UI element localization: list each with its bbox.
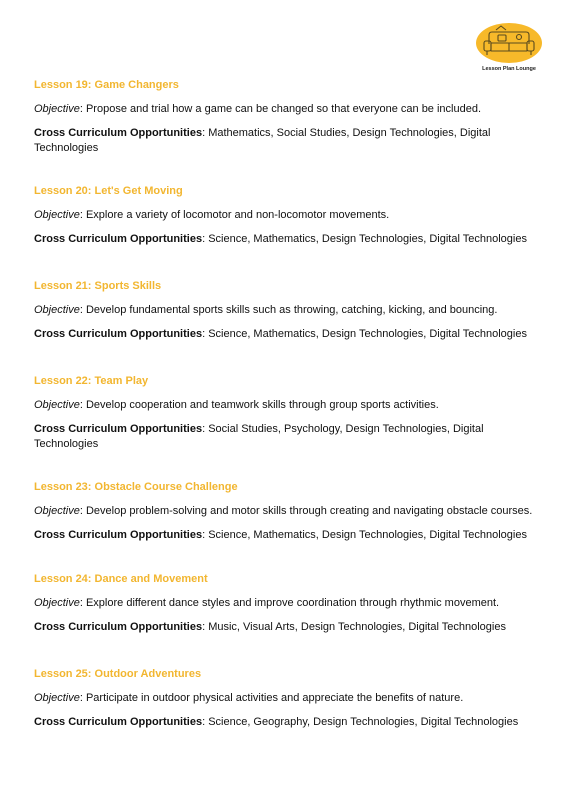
lesson-title: Lesson 21: Sports Skills (34, 280, 162, 292)
objective-label: Objective (34, 399, 80, 411)
cross-curriculum-text: : Science, Mathematics, Design Technologies, Digital Technologies (202, 328, 527, 340)
cross-curriculum-label: Cross Curriculum Opportunities (34, 423, 203, 435)
lesson-objective (34, 504, 544, 519)
lesson-title: Lesson 20: Let's Get Moving (34, 185, 183, 197)
cross-curriculum-text: : Social Studies, Psychology, Design Technologies, Digital Technologies (34, 423, 484, 450)
objective-text: : Explore a variety of locomotor and non-locomotor movements. (79, 209, 390, 221)
lesson-title: Lesson 24: Dance and Movement (34, 573, 208, 585)
lesson-title: Lesson 25: Outdoor Adventures (34, 668, 202, 680)
objective-label: Objective (34, 209, 80, 221)
objective-label: Objective (34, 505, 80, 517)
objective-label: Objective (34, 597, 80, 609)
lesson-objective (34, 596, 544, 611)
lesson-22 (34, 374, 544, 452)
logo-text: Lesson Plan Lounge (482, 66, 536, 72)
lesson-cross-curriculum (34, 620, 544, 635)
cross-curriculum-label: Cross Curriculum Opportunities (34, 127, 203, 139)
lesson-cross-curriculum (34, 528, 544, 543)
cross-curriculum-text: : Music, Visual Arts, Design Technologies, Digital Technologies (202, 621, 506, 633)
cross-curriculum-label: Cross Curriculum Opportunities (34, 716, 203, 728)
objective-text: : Propose and trial how a game can be changed so that everyone can be included. (79, 103, 482, 115)
cross-curriculum-label: Cross Curriculum Opportunities (34, 328, 203, 340)
objective-label: Objective (34, 692, 80, 704)
lesson-24 (34, 572, 544, 635)
lesson-21 (34, 279, 544, 342)
cross-curriculum-label: Cross Curriculum Opportunities (34, 233, 203, 245)
cross-curriculum-text: : Science, Mathematics, Design Technologies, Digital Technologies (202, 529, 527, 541)
cross-curriculum-label: Cross Curriculum Opportunities (34, 621, 203, 633)
lesson-objective (34, 208, 544, 223)
objective-label: Objective (34, 304, 80, 316)
objective-label: Objective (34, 103, 80, 115)
lesson-23 (34, 480, 544, 543)
lesson-cross-curriculum (34, 232, 544, 247)
lesson-cross-curriculum (34, 327, 544, 342)
lesson-objective (34, 398, 544, 413)
sofa-icon (475, 22, 543, 66)
lesson-19 (34, 78, 544, 156)
brand-logo (475, 22, 543, 74)
cross-curriculum-text: : Science, Mathematics, Design Technologies, Digital Technologies (202, 233, 527, 245)
lesson-25 (34, 667, 544, 730)
lesson-cross-curriculum (34, 715, 544, 730)
cross-curriculum-label: Cross Curriculum Opportunities (34, 529, 203, 541)
lesson-20 (34, 184, 544, 247)
cross-curriculum-text: : Science, Geography, Design Technologies, Digital Technologies (202, 716, 519, 728)
objective-text: : Develop problem-solving and motor skills through creating and navigating obstacle courses. (79, 505, 533, 517)
lesson-objective (34, 102, 544, 117)
lesson-title: Lesson 23: Obstacle Course Challenge (34, 481, 238, 493)
cross-curriculum-text: : Mathematics, Social Studies, Design Technologies, Digital Technologies (34, 127, 491, 154)
objective-text: : Participate in outdoor physical activities and appreciate the benefits of nature. (79, 692, 464, 704)
objective-text: : Develop fundamental sports skills such as throwing, catching, kicking, and bouncing. (79, 304, 498, 316)
lesson-cross-curriculum (34, 126, 544, 156)
lesson-objective (34, 303, 544, 318)
objective-text: : Develop cooperation and teamwork skills through group sports activities. (79, 399, 439, 411)
lesson-cross-curriculum (34, 422, 544, 452)
objective-text: : Explore different dance styles and improve coordination through rhythmic movement. (79, 597, 500, 609)
lesson-objective (34, 691, 544, 706)
lesson-title: Lesson 22: Team Play (34, 375, 149, 387)
lesson-title: Lesson 19: Game Changers (34, 79, 179, 91)
lesson-list (34, 78, 544, 730)
